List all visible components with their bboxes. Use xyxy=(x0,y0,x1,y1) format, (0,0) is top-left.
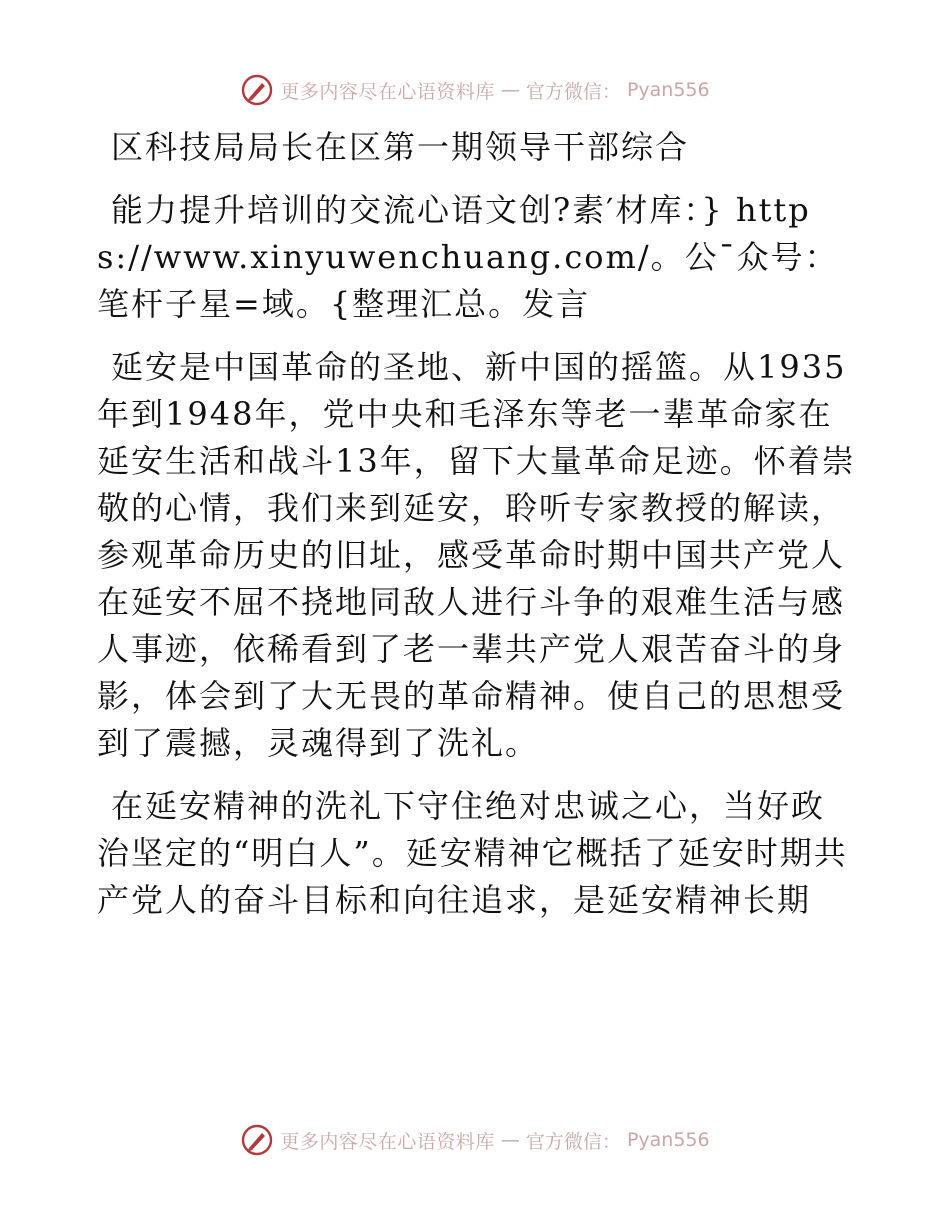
footer-banner-wechat-id: Pyan556 xyxy=(626,1129,710,1151)
banner-wechat-label: 官方微信： xyxy=(525,80,621,103)
intro-paragraph: 能力提升培训的交流心语文创?素′材库：} https://www.xinyuwenchuang.com/。公¯众号：笔杆子星=域。{整理汇总。发言 xyxy=(97,191,839,323)
footer-banner-separator: — xyxy=(500,1129,520,1151)
footer-banner-wechat-label: 官方微信： xyxy=(525,1130,621,1153)
pen-circle-logo-icon xyxy=(240,73,274,107)
body-paragraph-1: 延安是中国革命的圣地、新中国的摇篮。从1935年到1948年，党中央和毛泽东等老一辈革命家在延安生活和战斗13年，留下大量革命足迹。怀着崇敬的心情，我们来到延安，聆听专家教授的解读，参观革命历史的旧址，感受革命时期中国共产党人在延安不屈不挠地同敌人进行斗争的艰难生活与感人事迹，依稀看到了老一辈共产党人艰苦奋斗的身影，体会到了大无畏的革命精神。使自己的思想受到了震撼，灵魂得到了洗礼。 xyxy=(97,348,856,762)
banner-separator: — xyxy=(500,79,520,101)
banner-text: 更多内容尽在心语资料库 xyxy=(280,80,495,103)
banner-wechat-id: Pyan556 xyxy=(626,79,710,101)
document-body xyxy=(97,124,857,940)
pen-circle-logo-icon xyxy=(240,1123,274,1157)
footer-banner-text: 更多内容尽在心语资料库 xyxy=(280,1130,495,1153)
footer-banner xyxy=(0,1120,950,1160)
header-banner xyxy=(0,70,950,110)
body-paragraph-2: 在延安精神的洗礼下守住绝对忠诚之心，当好政治坚定的“明白人”。延安精神它概括了延安时期共产党人的奋斗目标和向往追求，是延安精神长期 xyxy=(97,787,848,919)
document-title-line: 区科技局局长在区第一期领导干部综合 xyxy=(111,128,690,166)
